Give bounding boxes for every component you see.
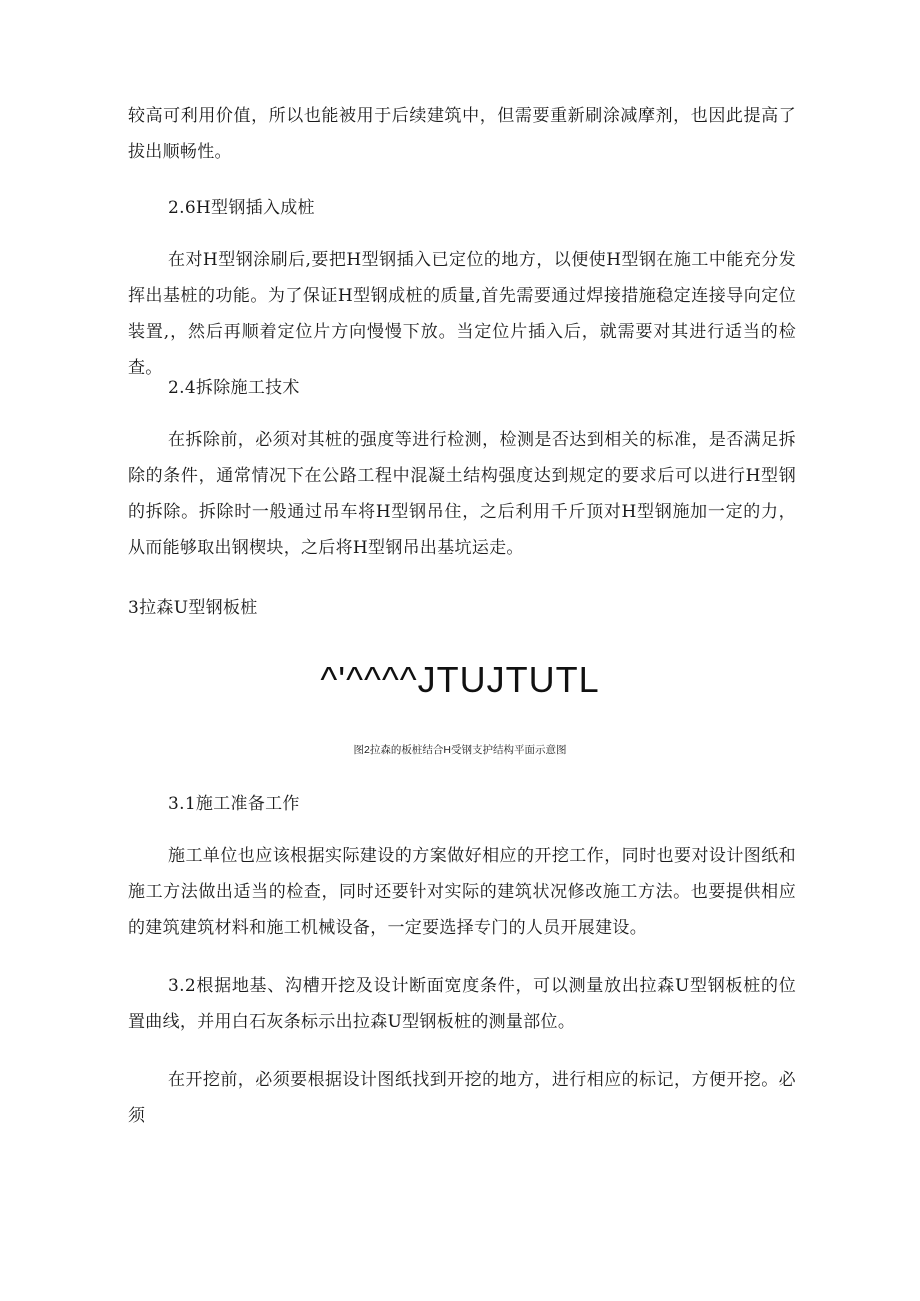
paragraph-before-excavation: 在开挖前，必须要根据设计图纸找到开挖的地方，进行相应的标记，方便开挖。必须 [128,1070,796,1126]
paragraph-continuation: 较高可利用价值，所以也能被用于后续建筑中，但需要重新刷涂减摩剂，也因此提高了拔出顺畅性。 [128,106,796,162]
section-heading-2-4: 2.4拆除施工技术 [168,378,300,398]
paragraph-h-steel-insertion: 在对H型钢涂刷后,要把H型钢插入已定位的地方，以便使H型钢在施工中能充分发挥出基桩的功能。为了保证H型钢成桩的质量,首先需要通过焊接措施稳定连接导向定位装置,，然后再顺着定位片方向慢慢下放。当定位片插入后，就需要对其进行适当的检查。 [128,250,796,378]
paragraph-demolition: 在拆除前，必须对其桩的强度等进行检测，检测是否达到相关的标准，是否满足拆除的条件，通常情况下在公路工程中混凝土结构强度达到规定的要求后可以进行H型钢的拆除。拆除时一般通过吊车将H型钢吊住，之后利用千斤顶对H型钢施加一定的力，从而能够取出钢楔块，之后将H型钢吊出基坑运走。 [128,430,796,558]
section-heading-3: 3拉森U型钢板桩 [128,598,258,618]
section-heading-2-6: 2.6H型钢插入成桩 [168,198,315,218]
paragraph-3-2-survey: 3.2根据地基、沟槽开挖及设计断面宽度条件，可以测量放出拉森U型钢板桩的位置曲线，并用白石灰条标示出拉森U型钢板桩的测量部位。 [128,976,796,1032]
paragraph-preparation: 施工单位也应该根据实际建设的方案做好相应的开挖工作，同时也要对设计图纸和施工方法做出适当的检查，同时还要针对实际的建筑状况修改施工方法。也要提供相应的建筑建筑材料和施工机械设备，一定要选择专门的人员开展建设。 [128,846,796,938]
section-heading-3-1: 3.1施工准备工作 [168,794,300,814]
figure-garbled-text: ^'^^^^JTUJTUTL [320,659,600,700]
figure-caption: 图2拉森的板桩结合H受钢支护结构平面示意图 [353,744,567,756]
